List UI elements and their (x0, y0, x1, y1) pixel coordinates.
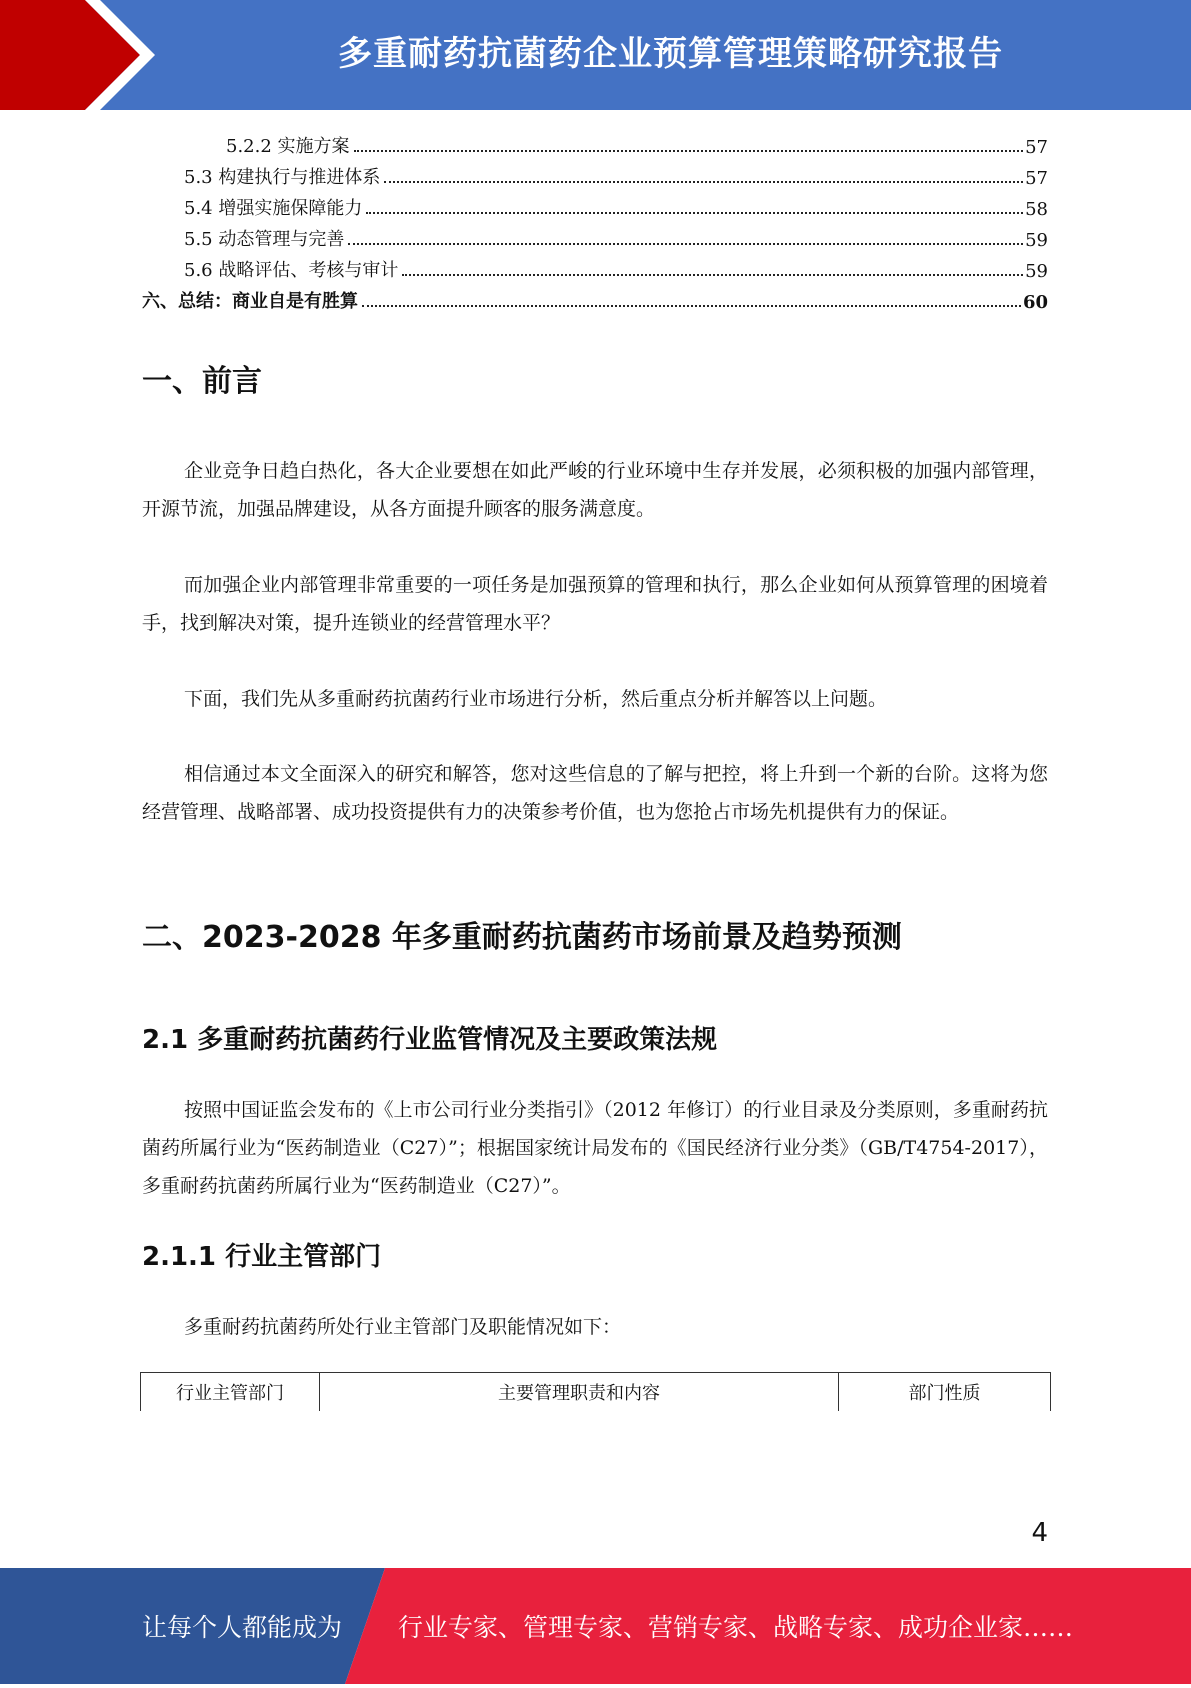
section-heading: 二、2023-2028 年多重耐药抗菌药市场前景及趋势预测 (142, 920, 902, 955)
header-bar (0, 0, 1191, 110)
paragraph: 多重耐药抗菌药所处行业主管部门及职能情况如下： (184, 1316, 622, 1338)
toc-item[interactable] (184, 190, 1048, 220)
header-arrow-icon (0, 0, 160, 110)
toc-item-page: 60 (1022, 292, 1048, 313)
paragraph: 下面，我们先从多重耐药抗菌药行业市场进行分析，然后重点分析并解答以上问题。 (184, 688, 888, 710)
paragraph: 而加强企业内部管理非常重要的一项任务是加强预算的管理和执行，那么企业如何从预算管理的困境着手，找到解决对策，提升连锁业的经营管理水平？ (142, 574, 1048, 634)
toc-item-label: 5.2.2 实施方案 (226, 136, 350, 157)
toc-leader-dots (362, 305, 1021, 307)
footer-slogan-right: 行业专家、管理专家、营销专家、战略专家、成功企业家…… (398, 1613, 1074, 1642)
toc-item-label: 5.4 增强实施保障能力 (184, 198, 363, 219)
toc-item[interactable] (226, 128, 1048, 158)
toc-item-label: 5.5 动态管理与完善 (184, 229, 345, 250)
toc-item-page: 57 (1025, 137, 1048, 158)
header-title: 多重耐药抗菌药企业预算管理策略研究报告 (338, 34, 1003, 74)
toc-leader-dots (366, 212, 1023, 214)
table-header-cell: 行业主管部门 (141, 1373, 320, 1412)
subsection-heading: 2.1.1 行业主管部门 (142, 1242, 382, 1272)
toc-item[interactable] (184, 252, 1048, 282)
toc-item-page: 59 (1025, 230, 1048, 251)
toc-leader-dots (384, 181, 1023, 183)
toc-item-label: 5.3 构建执行与推进体系 (184, 167, 381, 188)
toc-item-page: 58 (1025, 199, 1048, 220)
toc-item[interactable] (184, 221, 1048, 251)
section-heading: 一、前言 (142, 364, 262, 399)
toc-item-page: 57 (1025, 168, 1048, 189)
toc-leader-dots (354, 150, 1024, 152)
toc-item-page: 59 (1025, 261, 1048, 282)
toc-item[interactable] (184, 159, 1048, 189)
table-header-row (141, 1373, 1051, 1412)
toc-item-label: 六、总结：商业自是有胜算 (142, 291, 358, 312)
table-header-cell: 部门性质 (839, 1373, 1051, 1412)
subsection-heading: 2.1 多重耐药抗菌药行业监管情况及主要政策法规 (142, 1025, 718, 1055)
footer-banner (0, 1568, 1191, 1684)
toc-item[interactable] (142, 283, 1048, 313)
page-number: 4 (1031, 1518, 1048, 1548)
toc-item-label: 5.6 战略评估、考核与审计 (184, 260, 399, 281)
toc-leader-dots (348, 243, 1023, 245)
paragraph: 企业竞争日趋白热化，各大企业要想在如此严峻的行业环境中生存并发展，必须积极的加强内部管理，开源节流，加强品牌建设，从各方面提升顾客的服务满意度。 (142, 460, 1048, 520)
table-header-cell: 主要管理职责和内容 (320, 1373, 839, 1412)
toc-leader-dots (402, 274, 1023, 276)
footer-slogan-left: 让每个人都能成为 (142, 1613, 343, 1642)
department-table (140, 1372, 1051, 1411)
paragraph: 相信通过本文全面深入的研究和解答，您对这些信息的了解与把控，将上升到一个新的台阶。这将为您经营管理、战略部署、成功投资提供有力的决策参考价值，也为您抢占市场先机提供有力的保证。 (142, 763, 1048, 823)
paragraph: 按照中国证监会发布的《上市公司行业分类指引》（2012 年修订）的行业目录及分类原则，多重耐药抗菌药所属行业为“医药制造业（C27）”；根据国家统计局发布的《国民经济行业分类》（GB/T4754-2017），多重耐药抗菌药所属行业为“医药制造业（C27）”。 (142, 1099, 1048, 1197)
